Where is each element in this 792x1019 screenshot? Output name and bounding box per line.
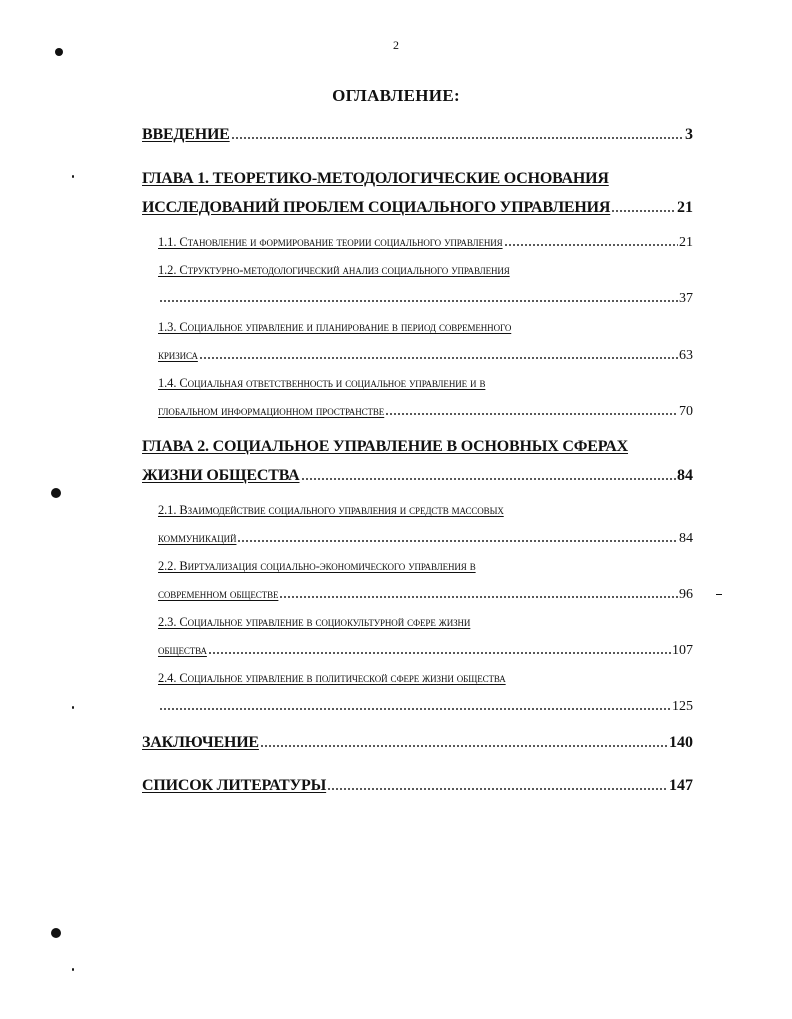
leader-dots: [237, 533, 678, 543]
toc-section-2-1-line2[interactable]: коммуникаций 84: [158, 531, 693, 546]
toc-page-number: 63: [679, 348, 693, 363]
leader-dots: [199, 350, 678, 360]
toc-section-1-3-line2[interactable]: кризиса 63: [158, 348, 693, 363]
leader-dots: [231, 130, 684, 140]
leader-dots: [159, 701, 671, 711]
toc-page-number: 3: [685, 126, 693, 143]
toc-entry-intro[interactable]: [142, 126, 693, 144]
toc-section-2-3[interactable]: 2.3. Социальное управление в социокультурной сфере жизни: [158, 615, 471, 629]
scan-speck: [55, 48, 63, 56]
leader-dots: [159, 293, 678, 303]
toc-section-2-4-leader[interactable]: [158, 699, 693, 715]
toc-page-number: 37: [679, 291, 693, 306]
toc-section-1-4[interactable]: 1.4. Социальная ответственность и социальное управление и в: [158, 376, 486, 390]
scan-speck: [51, 928, 61, 938]
toc-page-number: 147: [669, 777, 693, 794]
toc-page-number: 107: [672, 643, 693, 658]
toc-section-2-3-line2[interactable]: общества 107: [158, 643, 693, 658]
toc-page-number: 70: [679, 404, 693, 419]
toc-title: ОГЛАВЛЕНИЕ:: [332, 86, 460, 105]
leader-dots: [208, 645, 671, 655]
toc-chapter2-title-line2[interactable]: ЖИЗНИ ОБЩЕСТВА 84: [142, 467, 693, 484]
toc-entry-conclusion[interactable]: [142, 734, 693, 752]
toc-entry-bibliography[interactable]: [142, 777, 693, 795]
scan-speck: [72, 706, 74, 709]
toc-page-number: 21: [677, 199, 693, 216]
scan-speck: [72, 968, 74, 971]
toc-section-2-2-line2[interactable]: современном обществе 96: [158, 587, 693, 602]
toc-chapter2-title-line1[interactable]: ГЛАВА 2. СОЦИАЛЬНОЕ УПРАВЛЕНИЕ В ОСНОВНЫХ СФЕРАХ: [142, 438, 629, 455]
toc-page-number: 84: [679, 531, 693, 546]
leader-dots: [504, 237, 678, 247]
page-number: 2: [393, 38, 399, 52]
leader-dots: [301, 471, 676, 481]
leader-dots: [279, 589, 678, 599]
toc-section-2-1[interactable]: 2.1. Взаимодействие социального управления и средств массовых: [158, 503, 504, 517]
toc-section-1-1[interactable]: 1.1. Становление и формирование теории социального управления 21: [158, 235, 693, 250]
toc-entry-label: ЗАКЛЮЧЕНИЕ: [142, 734, 259, 751]
scan-speck: [72, 175, 74, 178]
scan-speck: [51, 488, 61, 498]
toc-section-1-2[interactable]: 1.2. Структурно-методологический анализ социального управления: [158, 263, 510, 277]
toc-chapter1-title-line2[interactable]: ИССЛЕДОВАНИЙ ПРОБЛЕМ СОЦИАЛЬНОГО УПРАВЛЕНИЯ 21: [142, 199, 693, 216]
toc-section-1-3[interactable]: 1.3. Социальное управление и планирование в период современного: [158, 320, 512, 334]
leader-dots: [385, 406, 678, 416]
toc-entry-label: СПИСОК ЛИТЕРАТУРЫ: [142, 777, 327, 794]
toc-page-number: 125: [672, 699, 693, 714]
toc-page-number: 84: [677, 467, 693, 484]
toc-section-1-2-leader[interactable]: [158, 291, 693, 307]
leader-dots: [260, 738, 668, 748]
toc-page-number: 21: [679, 235, 693, 250]
toc-page-number: 96: [679, 587, 693, 602]
leader-dots: [327, 781, 668, 791]
toc-section-2-4[interactable]: 2.4. Социальное управление в политической сфере жизни общества: [158, 671, 506, 685]
toc-section-1-4-line2[interactable]: глобальном информационном пространстве 70: [158, 404, 693, 419]
leader-dots: [611, 203, 676, 213]
toc-section-2-2[interactable]: 2.2. Виртуализация социально-экономического управления в: [158, 559, 476, 573]
scan-speck: [716, 594, 722, 595]
toc-entry-label: ВВЕДЕНИЕ: [142, 126, 230, 143]
toc-page-number: 140: [669, 734, 693, 751]
toc-chapter1-title-line1[interactable]: ГЛАВА 1. ТЕОРЕТИКО-МЕТОДОЛОГИЧЕСКИЕ ОСНОВАНИЯ: [142, 170, 609, 187]
